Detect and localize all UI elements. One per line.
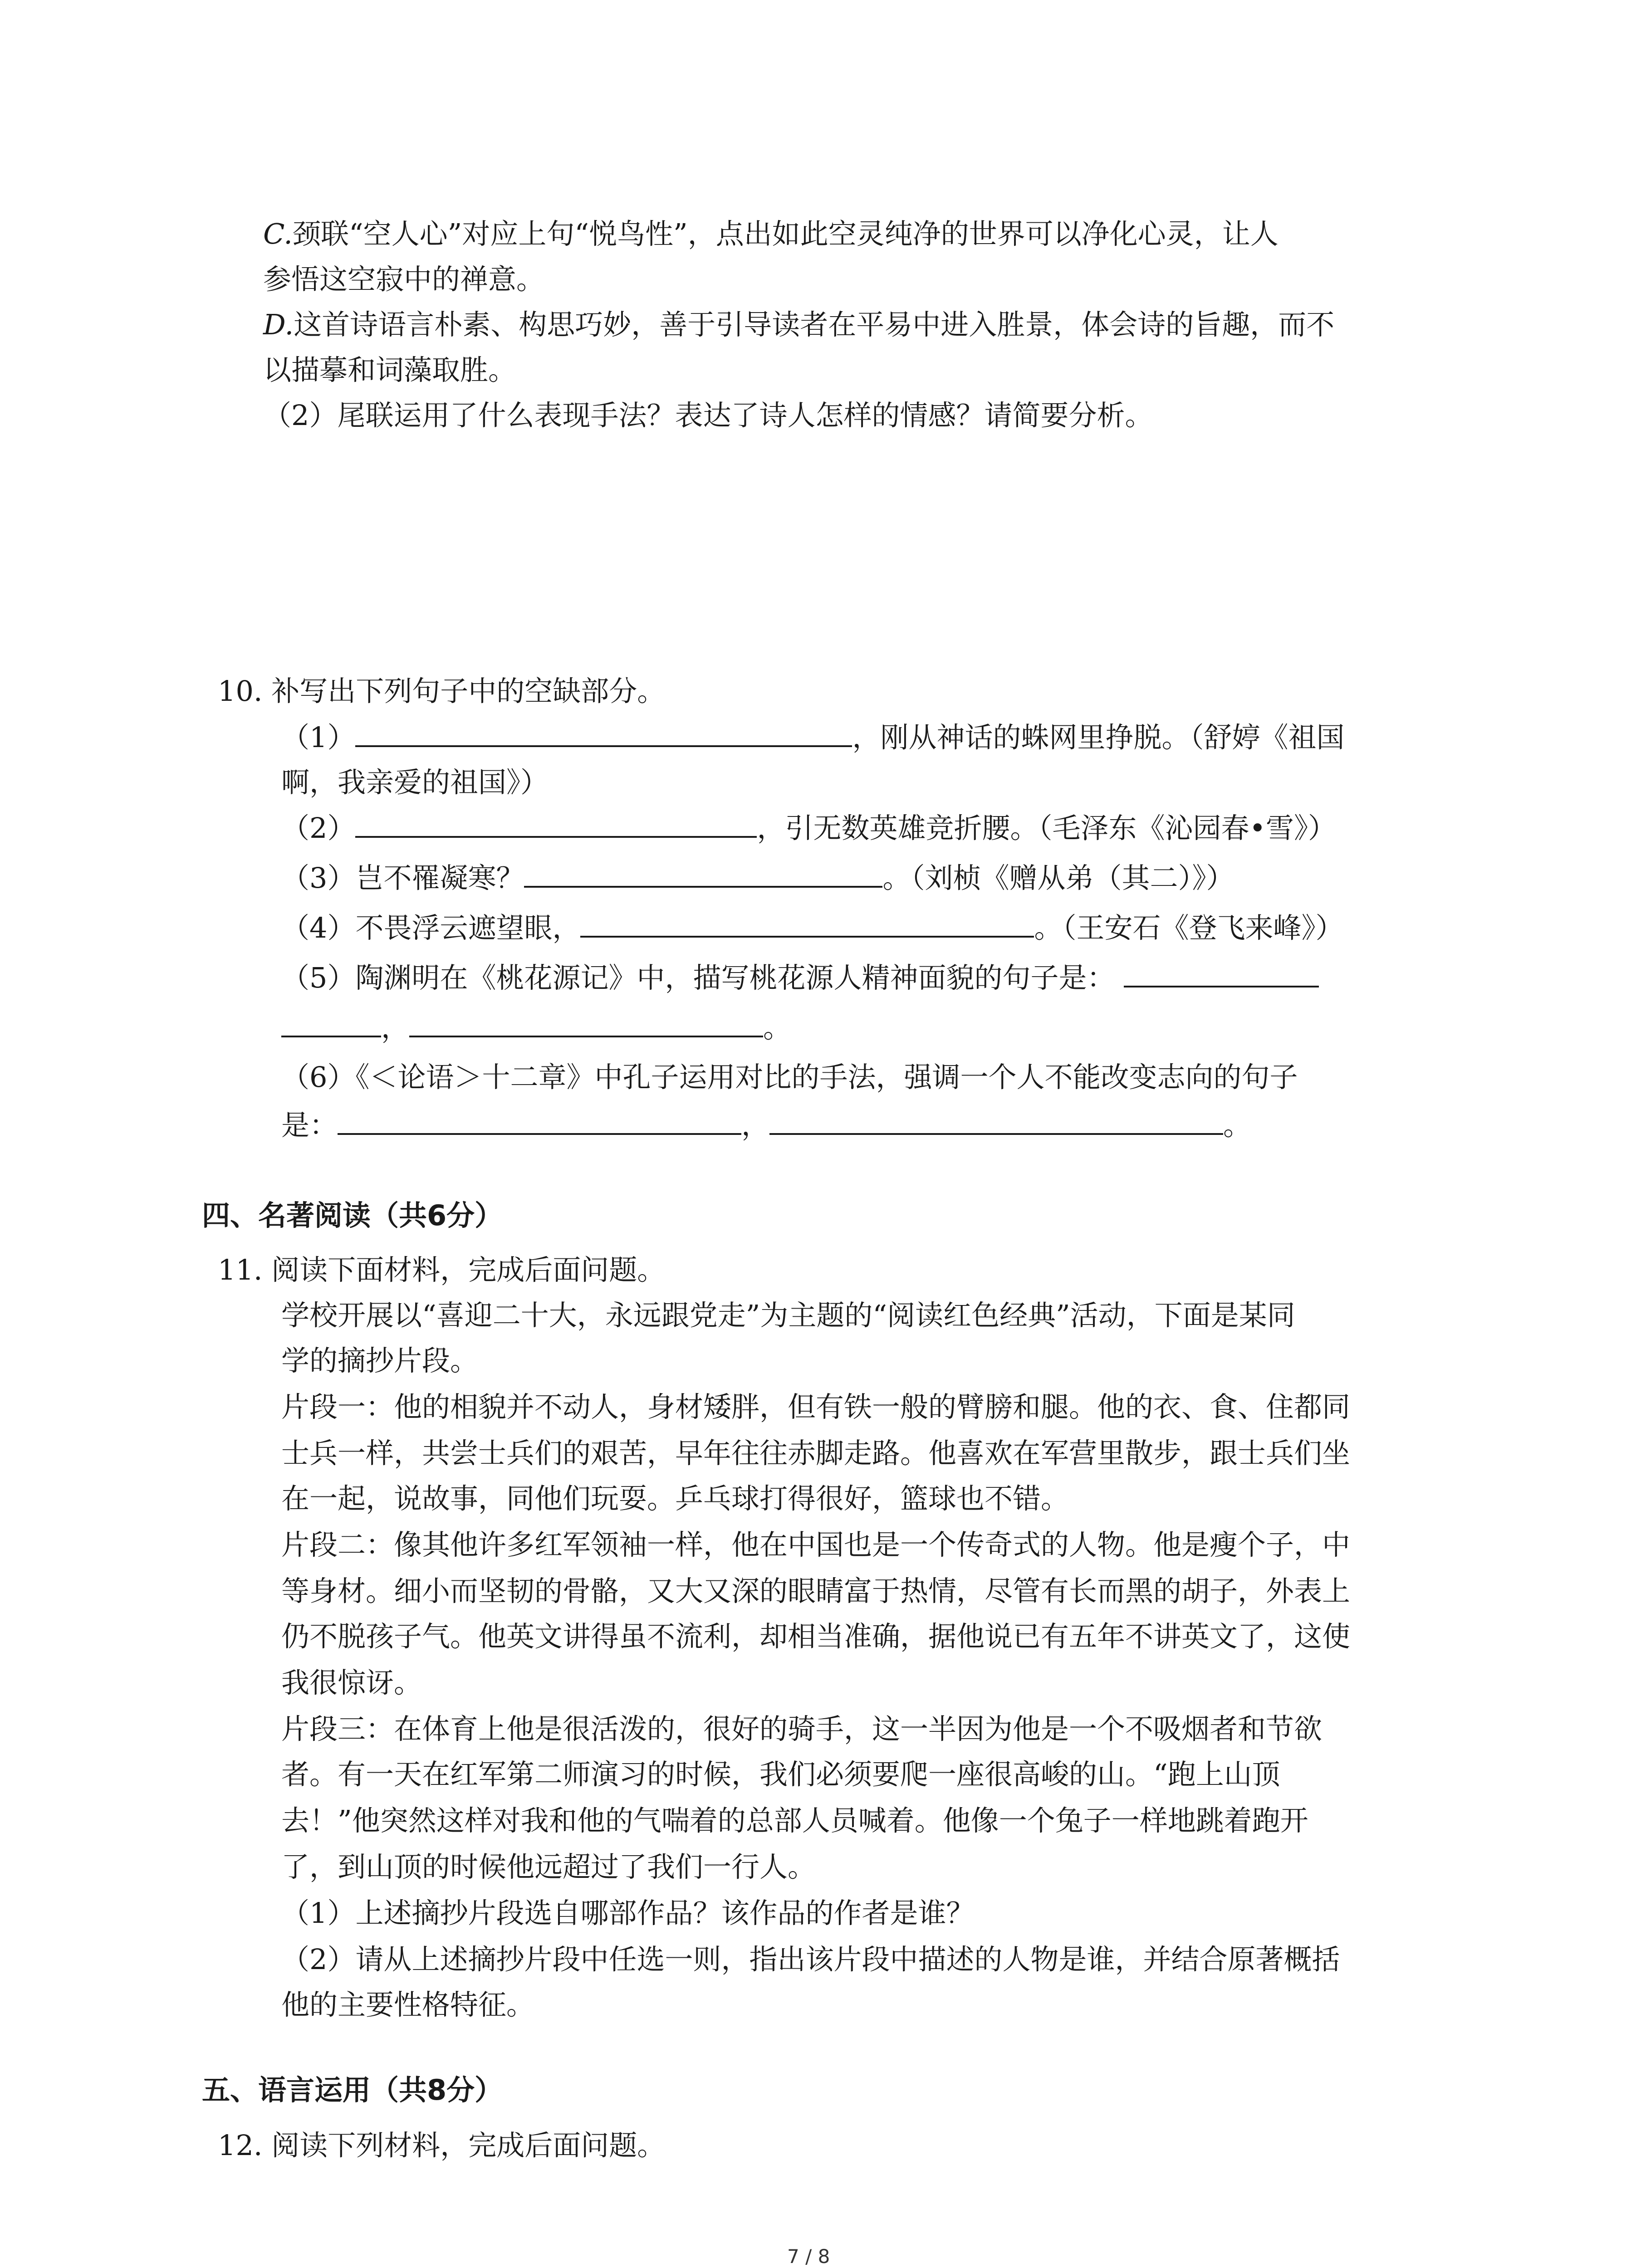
section-5-heading: 五、语言运用（共8分）: [202, 2073, 503, 2107]
option-d-letter: D.: [263, 308, 294, 341]
q9-option-d-line1: D.这首诗语言朴素、构思巧妙，善于引导读者在平易中进入胜景，体会诗的旨趣，而不: [263, 308, 1335, 341]
q11-para-line: 了，到山顶的时候他远超过了我们一行人。: [281, 1850, 816, 1883]
q10-item-4: （4）不畏浮云遮望眼， 。（王安石《登飞来峰》）: [281, 909, 1343, 946]
q11-para-line: 去！”他突然这样对我和他的气喘着的总部人员喊着。他像一个兔子一样地跳着跑开: [281, 1804, 1308, 1837]
q10-item-1-line2: 啊，我亲爱的祖国》）: [281, 766, 549, 799]
q11-para-line: 学的摘抄片段。: [281, 1344, 479, 1377]
q9-option-d-line2: 以描摹和词藻取胜。: [263, 353, 517, 386]
q10-item-6: （6）《＜论语＞十二章》中孔子运用对比的手法，强调一个人不能改变志向的句子: [281, 1061, 1298, 1094]
q11-para-line: 等身材。细小而坚韧的骨骼，又大又深的眼睛富于热情，尽管有长而黑的胡子，外表上: [281, 1574, 1351, 1608]
q10-item-5: （5）陶渊明在《桃花源记》中，描写桃花源人精神面貌的句子是：: [281, 959, 1319, 996]
q11-subquestion-2-line2: 他的主要性格特征。: [281, 1988, 535, 2021]
q11-para-line: 片段三：在体育上他是很活泼的，很好的骑手，这一半因为他是一个不吸烟者和节欲: [281, 1712, 1323, 1745]
q11-para-line: 在一起，说故事，同他们玩耍。乒乓球打得很好，篮球也不错。: [281, 1482, 1069, 1515]
q10-item-6-line2: 是： ， 。: [281, 1107, 1251, 1144]
q11-para-line: 仍不脱孩子气。他英文讲得虽不流利，却相当准确，据他说已有五年不讲英文了，这使: [281, 1620, 1351, 1653]
q11-subquestion-1: （1）上述摘抄片段选自哪部作品？该作品的作者是谁？: [281, 1897, 975, 1930]
q11-para-line: 片段二：像其他许多红军领袖一样，他在中国也是一个传奇式的人物。他是瘦个子，中: [281, 1528, 1351, 1561]
q9-subquestion-2: （2）尾联运用了什么表现手法？表达了诗人怎样的情感？请简要分析。: [263, 399, 1153, 432]
q11-para-line: 士兵一样，共尝士兵们的艰苦，早年往往赤脚走路。他喜欢在军营里散步，跟士兵们坐: [281, 1437, 1351, 1470]
blank-field[interactable]: [580, 909, 1034, 938]
page-number: 7 / 8: [787, 2245, 830, 2268]
blank-field[interactable]: [355, 810, 757, 838]
q11-subquestion-2: （2）请从上述摘抄片段中任选一则，指出该片段中描述的人物是谁，并结合原著概括: [281, 1943, 1340, 1976]
q10-item-5-line2: ， 。: [281, 1009, 791, 1046]
blank-field[interactable]: [355, 719, 852, 747]
q12-title: 12. 阅读下列材料，完成后面问题。: [218, 2129, 666, 2162]
q11-para-line: 者。有一天在红军第二师演习的时候，我们必须要爬一座很高峻的山。“跑上山顶: [281, 1758, 1280, 1791]
q10-item-2: （2） ，引无数英雄竞折腰。（毛泽东《沁园春•雪》）: [281, 810, 1336, 846]
q10-title: 10. 补写出下列句子中的空缺部分。: [218, 675, 666, 708]
q11-title: 11. 阅读下面材料，完成后面问题。: [218, 1253, 666, 1286]
q10-item-1: （1） ，刚从神话的蛛网里挣脱。（舒婷《祖国: [281, 719, 1344, 756]
q9-option-c-line2: 参悟这空寂中的禅意。: [263, 263, 545, 296]
q9-option-c-line1: C.颈联“空人心”对应上句“悦鸟性”，点出如此空灵纯净的世界可以净化心灵，让人: [263, 217, 1279, 250]
option-c-letter: C.: [263, 217, 293, 250]
blank-field[interactable]: [409, 1009, 763, 1037]
blank-field[interactable]: [769, 1107, 1223, 1135]
q11-para-line: 我很惊讶。: [281, 1666, 422, 1699]
q10-item-3: （3）岂不罹凝寒？ 。（刘桢《赠从弟（其二）》）: [281, 860, 1234, 896]
q11-para-line: 片段一：他的相貌并不动人，身材矮胖，但有铁一般的臂膀和腿。他的衣、食、住都同: [281, 1390, 1351, 1423]
q11-para-line: 学校开展以“喜迎二十大，永远跟党走”为主题的“阅读红色经典”活动，下面是某同: [281, 1299, 1295, 1332]
blank-field[interactable]: [1124, 959, 1319, 987]
blank-field[interactable]: [524, 860, 882, 888]
blank-field[interactable]: [281, 1009, 381, 1037]
blank-field[interactable]: [338, 1107, 741, 1135]
section-4-heading: 四、名著阅读（共6分）: [202, 1199, 503, 1232]
